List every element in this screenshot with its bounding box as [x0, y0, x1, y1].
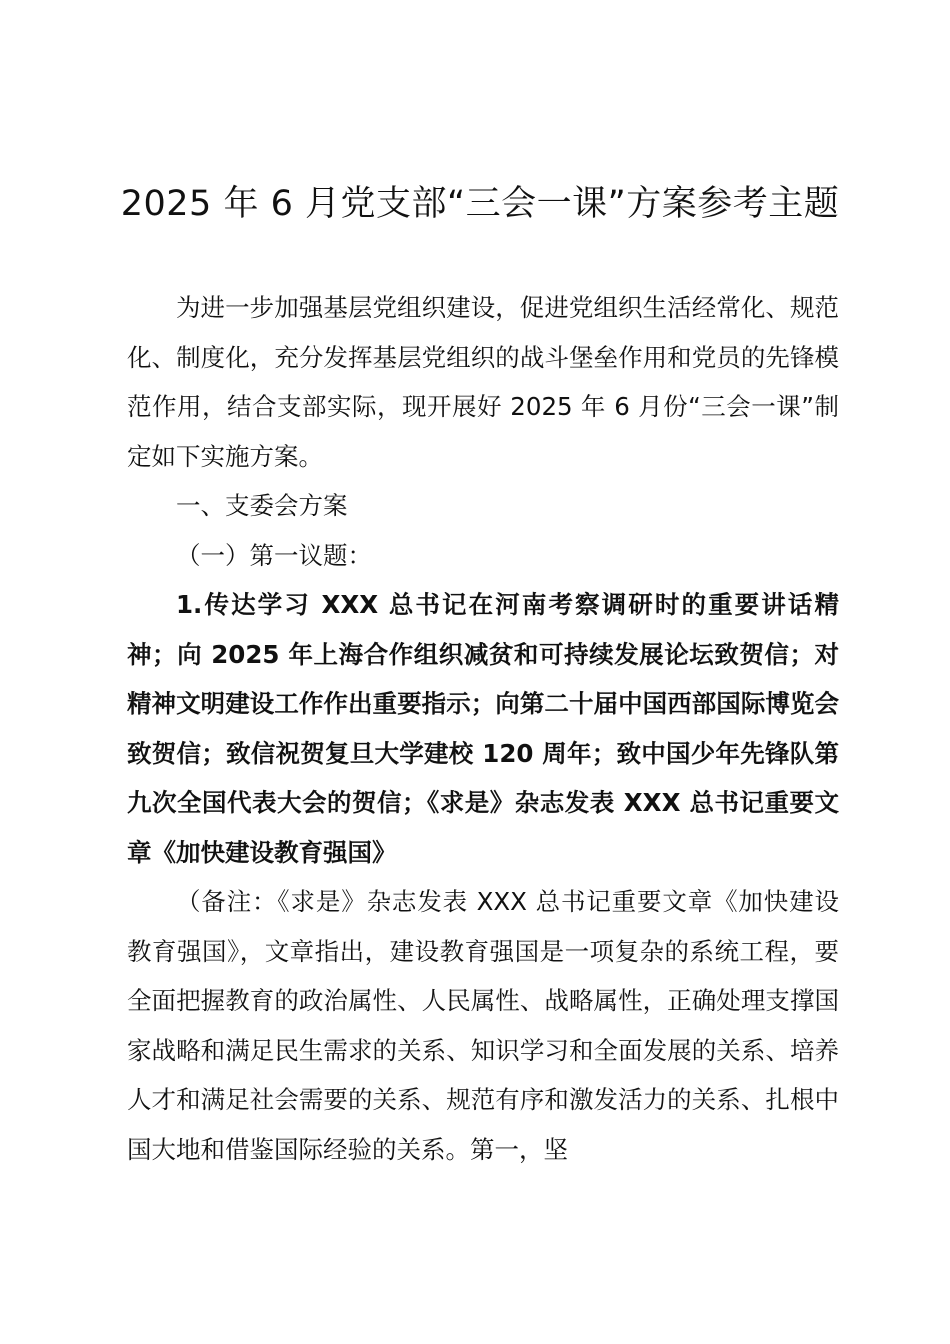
topic-item-1: 1.传达学习 XXX 总书记在河南考察调研时的重要讲话精神；向 2025 年上海合作组织减贫和可持续发展论坛致贺信；对精神文明建设工作作出重要指示；向第二十届中国西部国际博览会致贺信；致信祝贺复旦大学建校 120 周年；致中国少年先锋队第九次全国代表大会的贺信；《求是》杂志发表 XXX 总书记重要文章《加快建设教育强国》: [127, 590, 839, 867]
section-heading-branch-committee: 一、支委会方案: [176, 491, 348, 520]
remark-paragraph: （备注：《求是》杂志发表 XXX 总书记重要文章《加快建设教育强国》，文章指出，建设教育强国是一项复杂的系统工程，要全面把握教育的政治属性、人民属性、战略属性，正确处理支撑国家战略和满足民生需求的关系、知识学习和全面发展的关系、培养人才和满足社会需要的关系、规范有序和激发活力的关系、扎根中国大地和借鉴国际经验的关系。第一，坚: [127, 887, 839, 1164]
document-body: [127, 283, 839, 1174]
subsection-heading-first-topic: （一）第一议题：: [176, 540, 372, 570]
document-title: 2025 年 6 月党支部“三会一课”方案参考主题: [120, 184, 840, 224]
intro-paragraph: 为进一步加强基层党组织建设，促进党组织生活经常化、规范化、制度化，充分发挥基层党组织的战斗堡垒作用和党员的先锋模范作用，结合支部实际，现开展好 2025 年 6 月份“三会一课”制定如下实施方案。: [127, 293, 839, 471]
